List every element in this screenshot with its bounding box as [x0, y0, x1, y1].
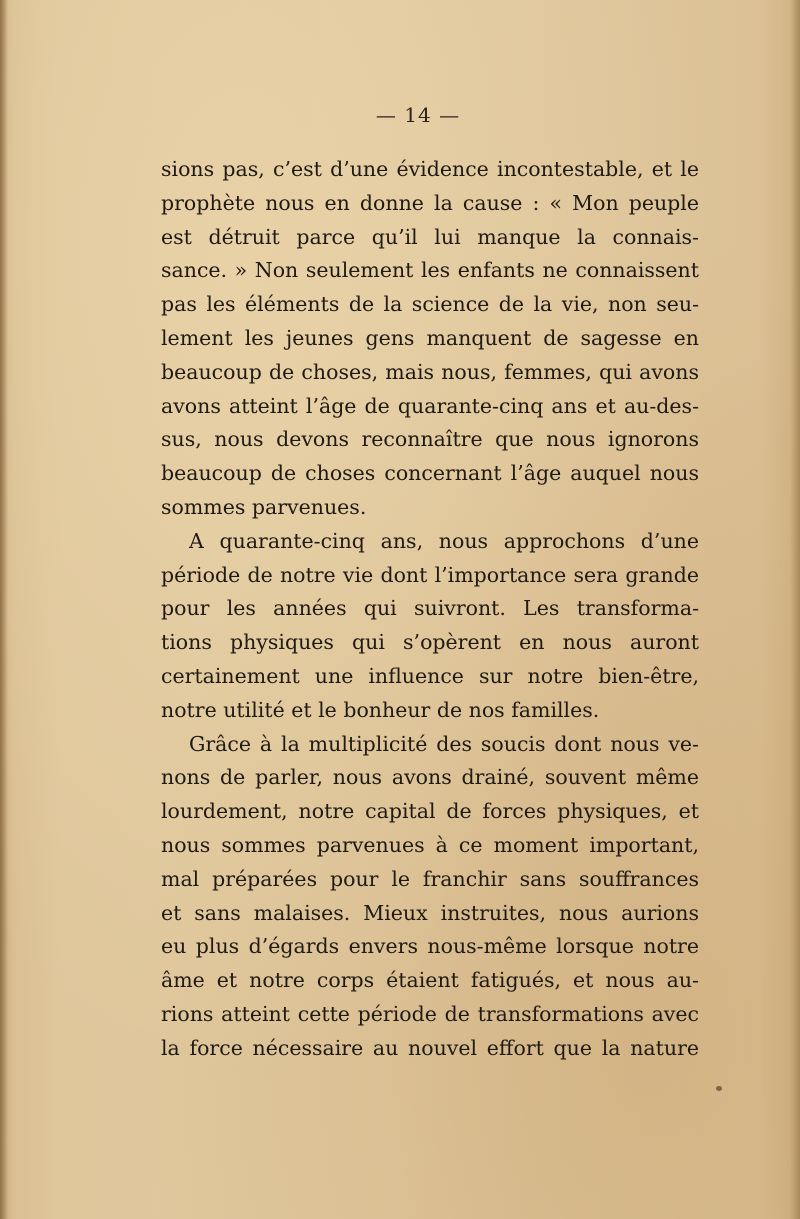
text-line: nous sommes parvenues à ce moment important, [161, 832, 699, 857]
text-line: nons de parler, nous avons drainé, souvent même [161, 765, 699, 790]
text-line: prophète nous en donne la cause : « Mon peuple [161, 190, 699, 215]
text-line: sions pas, c’est d’une évidence incontestable, et le [161, 157, 699, 181]
text-line: certainement une influence sur notre bien-être, [161, 663, 699, 688]
text-line: pour les années qui suivront. Les transforma- [161, 596, 699, 621]
text-line: sommes parvenues. [161, 494, 367, 519]
text-line: beaucoup de choses concernant l’âge auquel nous [161, 461, 699, 486]
text-line: période de notre vie dont l’importance sera grande [161, 562, 699, 587]
page-number: — 14 — [375, 103, 461, 127]
text-line: pas les éléments de la science de la vie, non seu- [161, 292, 699, 317]
text-line: lourdement, notre capital de forces physiques, et [161, 799, 699, 824]
text-line: eu plus d’égards envers nous-même lorsque notre [161, 934, 699, 959]
text-line: Grâce à la multiplicité des soucis dont nous ve- [189, 731, 699, 756]
text-line: sance. » Non seulement les enfants ne connaissent [161, 258, 699, 283]
text-line: et sans malaises. Mieux instruites, nous aurions [161, 900, 699, 925]
text-line: mal préparées pour le franchir sans souffrances [161, 866, 699, 891]
text-line: est détruit parce qu’il lui manque la connais- [161, 224, 699, 249]
text-line: la force nécessaire au nouvel effort que la nature [161, 1035, 699, 1060]
text-line: sus, nous devons reconnaître que nous ignorons [161, 427, 699, 452]
body-text [161, 153, 699, 1066]
text-line: tions physiques qui s’opèrent en nous auront [161, 630, 699, 655]
text-line: rions atteint cette période de transformations avec [161, 1001, 699, 1026]
page-right-edge [790, 0, 800, 1219]
text-line: notre utilité et le bonheur de nos familles. [161, 697, 600, 722]
ink-speck [716, 1086, 722, 1091]
text-line: lement les jeunes gens manquent de sagesse en [161, 325, 699, 350]
text-line: avons atteint l’âge de quarante-cinq ans et au-des- [161, 393, 699, 418]
text-line: âme et notre corps étaient fatigués, et nous au- [161, 968, 699, 993]
text-line: beaucoup de choses, mais nous, femmes, qui avons [161, 359, 699, 384]
text-line: A quarante-cinq ans, nous approchons d’une [189, 528, 699, 553]
page-left-edge [0, 0, 8, 1219]
